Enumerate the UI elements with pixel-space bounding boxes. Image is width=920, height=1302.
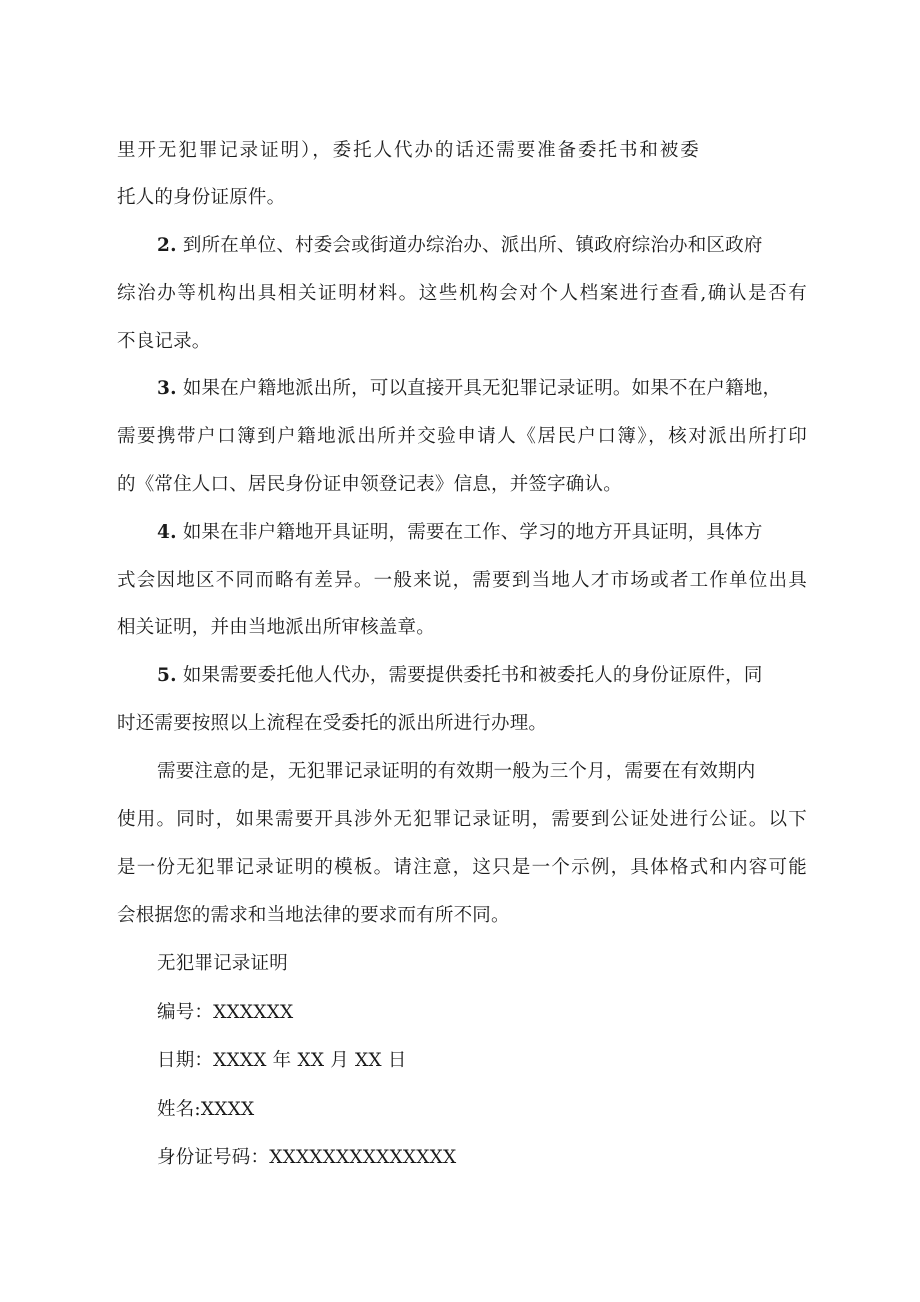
- certificate-id-number: 身份证号码：XXXXXXXXXXXXXX: [157, 1147, 457, 1168]
- certificate-title: 无犯罪记录证明: [157, 953, 288, 974]
- item-2-line-3: 不良记录。: [117, 331, 211, 352]
- item-4-line-2: 式会因地区不同而略有差异。一般来说，需要到当地人才市场或者工作单位出具: [117, 570, 807, 591]
- note-line-4: 会根据您的需求和当地法律的要求而有所不同。: [117, 905, 510, 926]
- item-5-number: 5.: [157, 665, 177, 686]
- intro-line-2: 托人的身份证原件。: [117, 187, 286, 208]
- item-3-line-2: 需要携带户口簿到户籍地派出所并交验申请人《居民户口簿》，核对派出所打印: [117, 426, 807, 447]
- certificate-name: 姓名:XXXX: [157, 1099, 255, 1120]
- item-4-number: 4.: [157, 522, 177, 543]
- item-2-line-1: [157, 233, 807, 259]
- item-4-line-1: [157, 520, 763, 546]
- intro-line-1: 里开无犯罪记录证明），委托人代办的话还需要准备委托书和被委: [117, 140, 699, 161]
- note-line-2: 使用。同时，如果需要开具涉外无犯罪记录证明，需要到公证处进行公证。以下: [117, 809, 807, 830]
- item-3-line-3: 的《常住人口、居民身份证申领登记表》信息，并签字确认。: [117, 474, 622, 495]
- item-3-line-1: [157, 376, 781, 402]
- certificate-number: 编号：XXXXXX: [157, 1002, 294, 1023]
- item-2-number: 2.: [157, 235, 177, 256]
- item-5-line-1: [157, 663, 763, 689]
- item-2-line-2: 综治办等机构出具相关证明材料。这些机构会对个人档案进行查看,确认是否有: [117, 283, 807, 304]
- item-2-text-1: 到所在单位、村委会或街道办综治办、派出所、镇政府综治办和区政府: [182, 235, 763, 256]
- item-4-line-3: 相关证明，并由当地派出所审核盖章。: [117, 617, 435, 638]
- note-line-1: 需要注意的是，无犯罪记录证明的有效期一般为三个月，需要在有效期内: [157, 761, 756, 782]
- item-4-text-1: 如果在非户籍地开具证明，需要在工作、学习的地方开具证明，具体方: [182, 522, 763, 543]
- item-3-text-1: 如果在户籍地派出所，可以直接开具无犯罪记录证明。如果不在户籍地，: [182, 378, 782, 399]
- item-3-number: 3.: [157, 378, 177, 399]
- item-5-text-1: 如果需要委托他人代办，需要提供委托书和被委托人的身份证原件，同: [182, 665, 763, 686]
- certificate-date: 日期：XXXX 年 XX 月 XX 日: [157, 1050, 407, 1071]
- note-line-3: 是一份无犯罪记录证明的模板。请注意，这只是一个示例，具体格式和内容可能: [117, 857, 807, 878]
- item-5-line-2: 时还需要按照以上流程在受委托的派出所进行办理。: [117, 713, 548, 734]
